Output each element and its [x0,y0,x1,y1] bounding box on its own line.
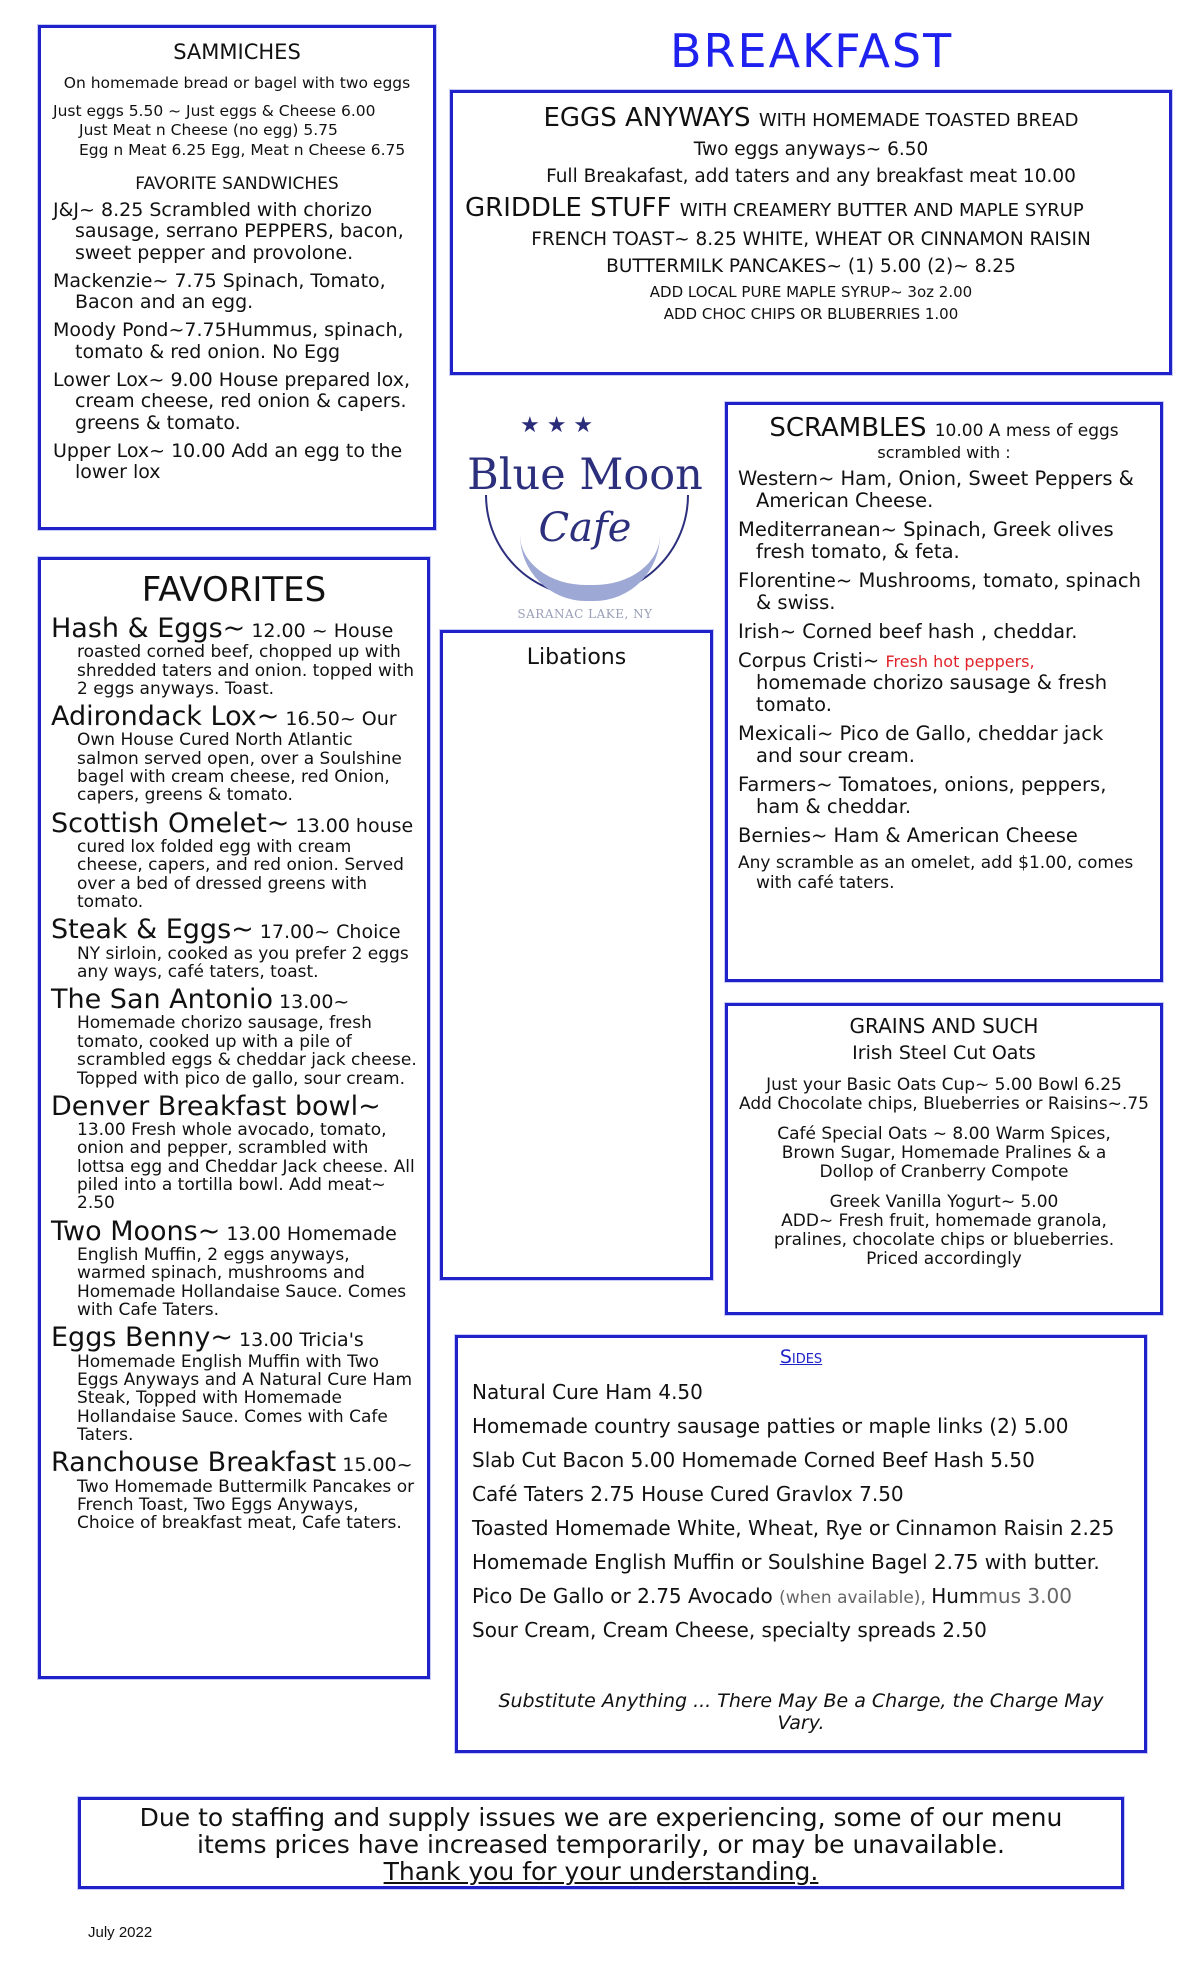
favorite-desc: cured lox folded egg with cream cheese, capers, and red onion. Served over a bed of dressed greens with tomato. [77,836,404,913]
favorite-name: Adirondack Lox~ [51,701,280,733]
favorite-item [51,1323,417,1444]
sammiches-basic-line: Just Meat n Cheese (no egg) 5.75 [79,121,338,140]
grains-line: Brown Sugar, Homemade Pralines & a [781,1143,1107,1164]
eggs-anyways-title: EGGS ANYWAYS [543,103,751,133]
favorite-item [51,809,417,912]
scramble-item [738,723,1150,767]
sides-section [455,1335,1147,1753]
logo-name: Blue Moon [467,450,703,500]
scrambles-subtitle: scrambled with : [877,443,1011,462]
favorite-item [51,614,417,698]
sammiches-subtitle: On homemade bread or bagel with two eggs [63,74,411,92]
sammiches-basic-line: Just eggs 5.50 ~ Just eggs & Cheese 6.00 [53,102,376,120]
hummus-text: Hum [931,1584,979,1608]
side-row: Slab Cut Bacon 5.00 Homemade Corned Beef Hash 5.50 [472,1448,1035,1472]
sandwich-item [53,200,421,264]
scramble-omelet-note [738,854,1150,893]
note-head: Any scramble as an omelet, add $1.00, comes [738,853,1134,874]
side-row: Sour Cream, Cream Cheese, specialty spreads 2.50 [472,1618,987,1642]
availability-note: (when available), [779,1588,932,1608]
griddle-title: GRIDDLE STUFF [465,193,672,223]
scramble-desc: American Cheese. [756,489,934,513]
favorite-desc: Own House Cured North Atlantic salmon served open, over a Soulshine bagel with cream cheese, red Onion, capers, greens & tomato. [77,730,402,806]
favorite-item [51,1092,417,1213]
favorite-item [51,985,417,1088]
favorite-sandwiches-title: FAVORITE SANDWICHES [135,174,339,195]
grains-section [725,1003,1163,1315]
grains-line: Greek Vanilla Yogurt~ 5.00 [829,1192,1059,1213]
blue-moon-cafe-logo [450,405,720,625]
favorite-name: Ranchouse Breakfast [51,1447,337,1479]
scramble-head: Mexicali~ Pico de Gallo, cheddar jack [738,722,1104,746]
favorites-section [38,557,430,1679]
scramble-desc: and sour cream. [756,744,915,768]
favorite-name: Hash & Eggs~ [51,613,246,644]
sandwich-desc: cream cheese, red onion & capers. greens & tomato. [75,390,407,434]
note-rest: with café taters. [756,873,895,894]
notice-thanks: Thank you for your understanding. [383,1857,819,1886]
sandwich-item [53,370,421,434]
page-title: BREAKFAST [670,24,954,78]
grains-line: Café Special Oats ~ 8.00 Warm Spices, [777,1124,1111,1145]
sandwich-desc: tomato & red onion. No Egg [75,340,341,363]
favorite-price: 13.00 house [289,814,414,837]
notice-banner [78,1797,1124,1889]
stars-icon: ★ ★ ★ [520,413,594,438]
eggs-anyways-heading [465,103,1157,133]
grains-line: Just your Basic Oats Cup~ 5.00 Bowl 6.25 [766,1075,1122,1095]
favorite-item [51,702,417,805]
favorite-item [51,1448,417,1532]
eggs-griddle-section [450,90,1172,375]
logo-cafe: Cafe [538,505,632,551]
notice-line: Due to staffing and supply issues we are experiencing, some of our menu [139,1803,1063,1832]
favorite-item [51,915,417,981]
logo-location: SARANAC LAKE, NY [517,607,653,621]
favorite-price: 13.00 Homemade [220,1222,397,1245]
scramble-highlight: Fresh hot peppers, [885,652,1035,672]
scramble-item [738,570,1150,614]
sammiches-basic-line: Egg n Meat 6.25 Egg, Meat n Cheese 6.75 [79,140,406,159]
sandwich-desc: Bacon and an egg. [75,291,254,314]
sandwich-head: J&J~ 8.25 Scrambled with chorizo [53,199,373,222]
sandwich-item [53,271,421,314]
scramble-head: Irish~ Corned beef hash , cheddar. [738,620,1078,644]
griddle-line: FRENCH TOAST~ 8.25 WHITE, WHEAT OR CINNAMON RAISIN [531,229,1091,250]
grains-paragraph [738,1193,1150,1268]
favorite-desc: Two Homemade Buttermilk Pancakes or French Toast, Two Eggs Anyways, Choice of breakfast meat, Cafe taters. [77,1476,415,1534]
favorite-desc: English Muffin, 2 eggs anyways, warmed spinach, mushrooms and Homemade Hollandaise Sauce. Comes with Cafe Taters. [77,1245,407,1321]
favorite-name: Two Moons~ [51,1215,221,1247]
favorite-desc: roasted corned beef, chopped up with shredded taters and onion. topped with 2 eggs anyways. Toast. [77,642,415,699]
sammiches-section [38,25,436,530]
scramble-desc: homemade chorizo sausage & fresh tomato. [756,671,1108,717]
side-row-pico [472,1584,1130,1608]
grains-title: GRAINS AND SUCH [849,1014,1039,1038]
eggs-line: Full Breakafast, add taters and any breakfast meat 10.00 [546,166,1076,187]
scrambles-section [725,402,1163,982]
scramble-head: Mediterranean~ Spinach, Greek olives [738,518,1114,542]
sandwich-head: Lower Lox~ 9.00 House prepared lox, [53,368,411,391]
favorites-title: FAVORITES [141,570,327,610]
scramble-head: Florentine~ Mushrooms, tomato, spinach [738,569,1142,593]
scramble-item [738,519,1150,563]
sandwich-desc: sausage, serrano PEPPERS, bacon, sweet pepper and provolone. [75,220,404,264]
scramble-item [738,650,1150,716]
scramble-head: Farmers~ Tomatoes, onions, peppers, [738,773,1107,797]
libations-title: Libations [526,645,627,670]
sides-title: Sides [779,1346,823,1368]
favorite-price: 17.00~ Choice [253,921,401,944]
menu-date: July 2022 [88,1924,153,1941]
sandwich-head: Moody Pond~7.75Hummus, spinach, [53,319,404,342]
side-row: Toasted Homemade White, Wheat, Rye or Cinnamon Raisin 2.25 [472,1516,1115,1540]
scramble-item [738,825,1150,847]
favorite-name: Eggs Benny~ [51,1322,233,1354]
scramble-desc: fresh tomato, & feta. [756,540,960,564]
favorite-price: 12.00 ~ House [245,620,394,642]
addon-line: ADD LOCAL PURE MAPLE SYRUP~ 3oz 2.00 [649,283,973,301]
grains-line: Add Chocolate chips, Blueberries or Raisins~.75 [739,1093,1149,1114]
favorite-desc: NY sirloin, cooked as you prefer 2 eggs any ways, café taters, toast. [77,943,409,982]
grains-line: ADD~ Fresh fruit, homemade granola, [781,1211,1107,1232]
side-row: Natural Cure Ham 4.50 [472,1380,703,1404]
scramble-desc: ham & cheddar. [756,795,912,819]
hummus-price: mus 3.00 [978,1584,1072,1608]
favorite-item [51,1217,417,1320]
sammiches-basics [53,102,421,160]
griddle-line: BUTTERMILK PANCAKES~ (1) 5.00 (2)~ 8.25 [606,256,1016,277]
favorite-desc: 13.00 Fresh whole avocado, tomato, onion and pepper, scrambled with lottsa egg and Cheddar Jack cheese. All piled into a tortilla bowl. Add meat~ 2.50 [77,1120,415,1214]
pico-text: Pico De Gallo or 2.75 Avocado [472,1584,780,1608]
side-row: Homemade country sausage patties or maple links (2) 5.00 [472,1414,1069,1438]
sammiches-title: SAMMICHES [173,40,301,64]
grains-line: Dollop of Cranberry Compote [819,1161,1069,1182]
sandwich-head: Mackenzie~ 7.75 Spinach, Tomato, [53,269,386,292]
scramble-head: Western~ Ham, Onion, Sweet Peppers & [738,467,1134,490]
favorite-desc: Homemade chorizo sausage, fresh tomato, cooked up with a pile of scrambled eggs & cheddar jack cheese. Topped with pico de gallo, sour cream. [77,1013,417,1089]
favorite-name: Steak & Eggs~ [51,914,254,946]
favorite-price: 16.50~ Our [279,708,397,731]
scramble-desc: & swiss. [756,591,836,615]
sandwich-item [53,320,421,363]
eggs-line: Two eggs anyways~ 6.50 [693,139,929,160]
favorite-desc: Homemade English Muffin with Two Eggs Anyways and A Natural Cure Ham Steak, Topped with Homemade Hollandaise Sauce. Comes with Cafe Taters. [77,1351,413,1446]
scrambles-price: 10.00 A mess of eggs [934,421,1119,441]
grains-line: pralines, chocolate chips or blueberries. [773,1229,1115,1250]
sandwich-item [53,441,421,484]
favorite-name: Scottish Omelet~ [51,807,290,839]
scramble-head: Corpus Cristi~ [738,649,886,673]
substitute-note: Substitute Anything ... There May Be a Charge, the Charge May Vary. [498,1690,1104,1734]
scramble-item [738,468,1150,512]
sandwich-desc: lower lox [75,461,161,484]
addon-line: ADD CHOC CHIPS OR BLUBERRIES 1.00 [663,305,959,323]
eggs-anyways-subtitle: WITH HOMEMADE TOASTED BREAD [758,110,1079,131]
sandwich-head: Upper Lox~ 10.00 Add an egg to the [53,439,403,462]
scramble-item [738,621,1150,643]
grains-line: Priced accordingly [866,1248,1022,1269]
favorite-price: 13.00 Tricia's [232,1329,364,1352]
libations-section [440,630,713,1280]
scramble-item [738,774,1150,818]
side-row: Homemade English Muffin or Soulshine Bagel 2.75 with butter. [472,1550,1100,1574]
favorite-name: Denver Breakfast bowl~ [51,1090,381,1122]
side-row: Café Taters 2.75 House Cured Gravlox 7.50 [472,1482,904,1506]
scrambles-heading [738,413,1150,443]
griddle-subtitle: WITH CREAMERY BUTTER AND MAPLE SYRUP [679,200,1084,221]
notice-line: items prices have increased temporarily, or may be unavailable. [197,1830,1005,1859]
scramble-head: Bernies~ Ham & American Cheese [738,824,1078,848]
favorite-name: The San Antonio [51,984,273,1016]
grains-subtitle: Irish Steel Cut Oats [852,1042,1036,1064]
scrambles-title: SCRAMBLES [769,413,927,443]
grains-paragraph [738,1076,1150,1113]
grains-paragraph [738,1125,1150,1181]
griddle-heading [465,193,1157,223]
favorite-price: 15.00~ [336,1454,413,1477]
favorite-price: 13.00~ [273,991,350,1014]
